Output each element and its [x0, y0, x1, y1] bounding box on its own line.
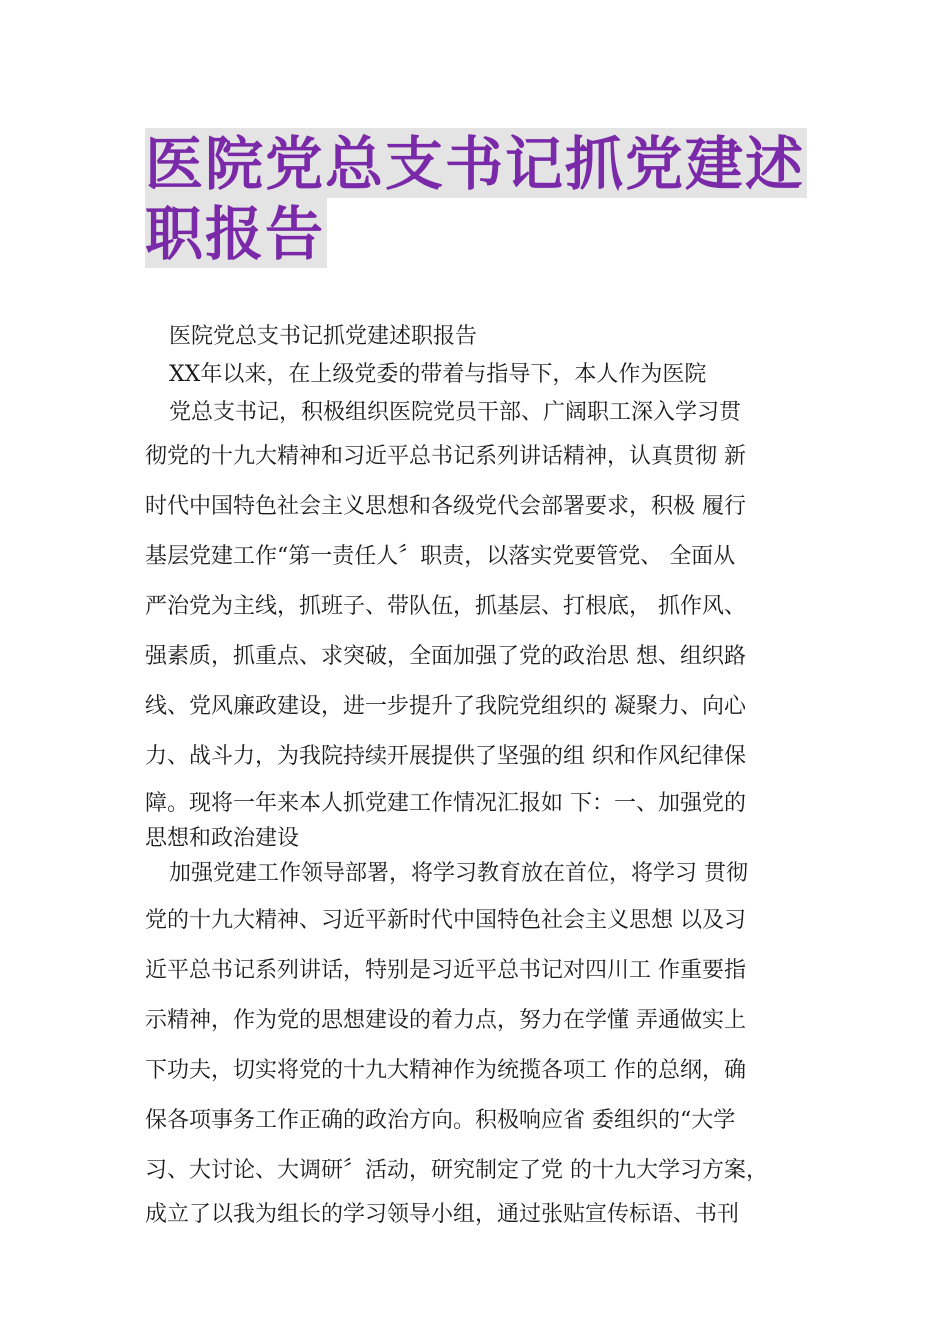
- body-line: 严治党为主线，抓班子、带队伍，抓基层、打根底， 抓作风、: [145, 594, 746, 619]
- body-line: 近平总书记系列讲话，特别是习近平总书记对四川工 作重要指: [145, 958, 746, 983]
- body-line: 党总支书记，积极组织医院党员干部、广阔职工深入学习贯: [169, 400, 742, 425]
- document-body: [145, 318, 810, 1234]
- body-line: 障。现将一年来本人抓党建工作情况汇报如 下：一、加强党的: [145, 791, 746, 816]
- body-line: XX年以来，在上级党委的带着与指导下，本人作为医院: [169, 362, 707, 387]
- body-line: 线、党风廉政建设，进一步提升了我院党组织的 凝聚力、向心: [145, 694, 746, 719]
- body-line: 力、战斗力，为我院持续开展提供了坚强的组 织和作风纪律保: [145, 744, 746, 769]
- body-line: 思想和政治建设: [145, 826, 300, 851]
- body-line: 成立了以我为组长的学习领导小组，通过张贴宣传标语、书刊: [145, 1202, 740, 1227]
- document-title: [145, 128, 815, 268]
- body-line: 示精神，作为党的思想建设的着力点，努力在学懂 弄通做实上: [145, 1008, 746, 1033]
- body-subtitle: 医院党总支书记抓党建述职报告: [169, 324, 478, 349]
- body-line: 习、大讨论、大调研〞活动，研究制定了党 的十九大学习方案，: [145, 1158, 768, 1183]
- title-line-1: 医院党总支书记抓党建述: [145, 130, 806, 198]
- body-line: 基层党建工作“第一责任人〞职责，以落实党要管党、 全面从: [145, 544, 736, 569]
- body-line: 保各项事务工作正确的政治方向。积极响应省 委组织的“大学: [145, 1108, 736, 1133]
- body-line: 时代中国特色社会主义思想和各级党代会部署要求，积极 履行: [145, 494, 746, 519]
- body-line: 加强党建工作领导部署，将学习教育放在首位，将学习 贯彻: [169, 861, 748, 886]
- body-line: 下功夫，切实将党的十九大精神作为统揽各项工 作的总纲，确: [145, 1058, 746, 1083]
- title-line-2: 职报告: [145, 200, 326, 268]
- body-line: 强素质，抓重点、求突破，全面加强了党的政治思 想、组织路: [145, 644, 746, 669]
- body-line: 彻党的十九大精神和习近平总书记系列讲话精神，认真贯彻 新: [145, 444, 746, 469]
- body-line: 党的十九大精神、习近平新时代中国特色社会主义思想 以及习: [145, 908, 746, 933]
